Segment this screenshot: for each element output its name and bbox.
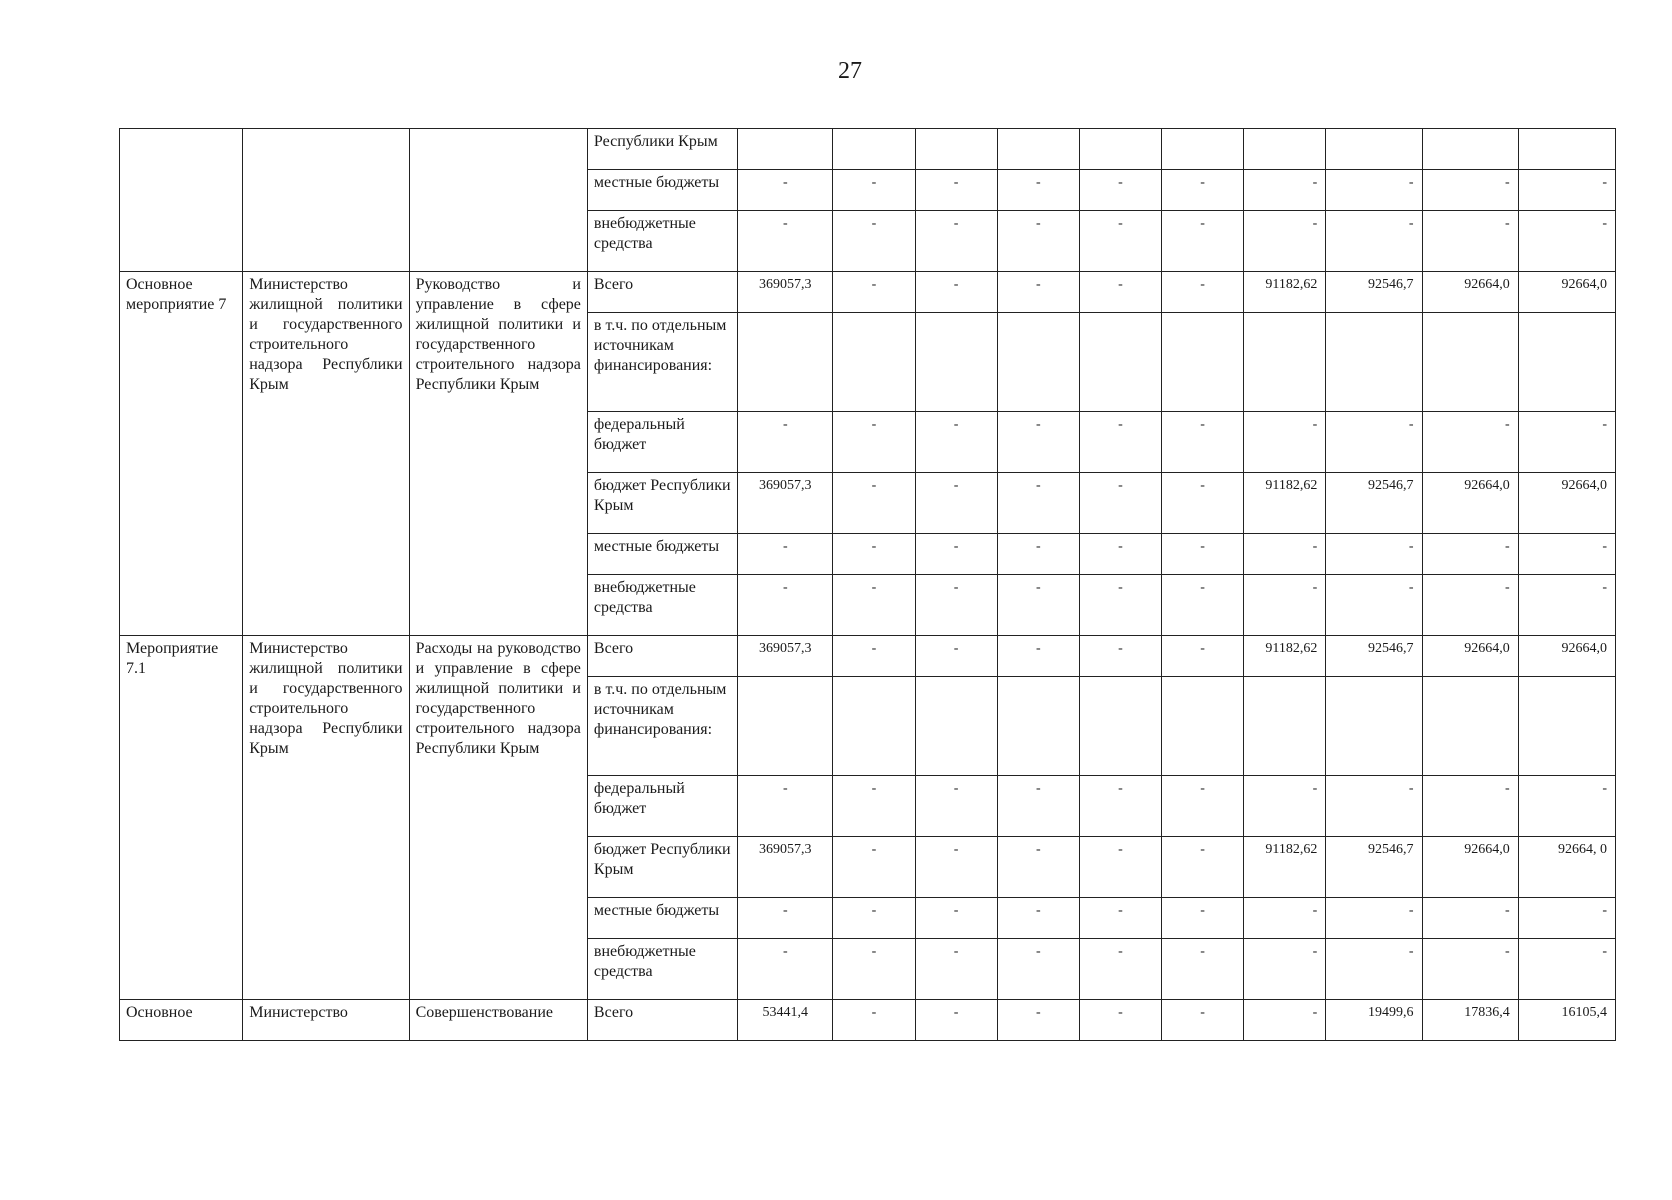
value-cell: -: [738, 412, 833, 473]
funding-source-cell: внебюджетные средства: [587, 575, 737, 636]
funding-source-cell: в т.ч. по отдельным источникам финансирования:: [587, 677, 737, 776]
value-cell: -: [833, 1000, 915, 1041]
value-cell: -: [833, 939, 915, 1000]
value-cell: [915, 677, 997, 776]
value-cell: -: [1326, 575, 1422, 636]
value-cell: -: [997, 939, 1079, 1000]
value-cell: 92664,0: [1422, 837, 1518, 898]
value-cell: 91182,62: [1244, 636, 1326, 677]
value-cell: -: [1162, 575, 1244, 636]
value-cell: [1422, 313, 1518, 412]
value-cell: [997, 677, 1079, 776]
value-cell: [1518, 677, 1615, 776]
value-cell: -: [1244, 412, 1326, 473]
value-cell: -: [1079, 211, 1161, 272]
value-cell: -: [1162, 636, 1244, 677]
budget-table: [119, 128, 1616, 1041]
funding-source-cell: федеральный бюджет: [587, 776, 737, 837]
value-cell: -: [1326, 412, 1422, 473]
value-cell: [1079, 677, 1161, 776]
value-cell: [1162, 677, 1244, 776]
value-cell: -: [997, 776, 1079, 837]
value-cell: -: [915, 939, 997, 1000]
value-cell: [1244, 129, 1326, 170]
value-cell: [1422, 677, 1518, 776]
value-cell: [833, 677, 915, 776]
value-cell: [1244, 677, 1326, 776]
event-cell: Основное мероприятие 7: [120, 272, 243, 636]
funding-source-cell: местные бюджеты: [587, 534, 737, 575]
value-cell: -: [833, 272, 915, 313]
value-cell: -: [1162, 534, 1244, 575]
value-cell: -: [1079, 1000, 1161, 1041]
value-cell: -: [1162, 412, 1244, 473]
value-cell: [738, 313, 833, 412]
value-cell: 92664, 0: [1518, 837, 1615, 898]
value-cell: -: [915, 575, 997, 636]
table-body: [120, 129, 1616, 1041]
value-cell: -: [833, 170, 915, 211]
value-cell: 369057,3: [738, 473, 833, 534]
value-cell: -: [833, 575, 915, 636]
value-cell: [1326, 677, 1422, 776]
value-cell: 369057,3: [738, 636, 833, 677]
value-cell: -: [1162, 272, 1244, 313]
event-cell: [120, 129, 243, 272]
value-cell: -: [1422, 898, 1518, 939]
value-cell: -: [997, 837, 1079, 898]
value-cell: 91182,62: [1244, 272, 1326, 313]
value-cell: [1079, 129, 1161, 170]
value-cell: -: [1518, 898, 1615, 939]
value-cell: -: [738, 575, 833, 636]
value-cell: -: [997, 1000, 1079, 1041]
value-cell: 91182,62: [1244, 473, 1326, 534]
value-cell: -: [833, 898, 915, 939]
value-cell: -: [833, 636, 915, 677]
value-cell: [833, 313, 915, 412]
value-cell: 92664,0: [1518, 636, 1615, 677]
value-cell: -: [997, 636, 1079, 677]
value-cell: -: [1079, 898, 1161, 939]
value-cell: 369057,3: [738, 272, 833, 313]
executor-cell: Министерство: [243, 1000, 409, 1041]
funding-source-cell: в т.ч. по отдельным источникам финансирования:: [587, 313, 737, 412]
value-cell: -: [1422, 939, 1518, 1000]
value-cell: -: [1244, 898, 1326, 939]
value-cell: 92664,0: [1422, 272, 1518, 313]
value-cell: -: [1079, 170, 1161, 211]
table-row: [120, 636, 1616, 677]
value-cell: -: [1518, 412, 1615, 473]
value-cell: [1244, 313, 1326, 412]
value-cell: -: [1518, 211, 1615, 272]
value-cell: -: [1162, 898, 1244, 939]
value-cell: [915, 313, 997, 412]
value-cell: -: [1244, 575, 1326, 636]
funding-source-cell: внебюджетные средства: [587, 211, 737, 272]
value-cell: -: [915, 473, 997, 534]
value-cell: -: [1079, 837, 1161, 898]
value-cell: 92546,7: [1326, 272, 1422, 313]
value-cell: -: [1079, 473, 1161, 534]
description-cell: Расходы на руководство и управление в сфере жилищной политики и государственного строительного надзора Республики Крым: [409, 636, 587, 1000]
value-cell: [738, 129, 833, 170]
value-cell: -: [1162, 170, 1244, 211]
value-cell: [833, 129, 915, 170]
value-cell: -: [997, 898, 1079, 939]
funding-source-cell: местные бюджеты: [587, 898, 737, 939]
value-cell: [1518, 129, 1615, 170]
description-cell: Руководство и управление в сфере жилищной политики и государственного строительного надзора Республики Крым: [409, 272, 587, 636]
value-cell: [1079, 313, 1161, 412]
event-cell: Основное: [120, 1000, 243, 1041]
value-cell: 369057,3: [738, 837, 833, 898]
value-cell: -: [1162, 1000, 1244, 1041]
value-cell: -: [997, 211, 1079, 272]
value-cell: -: [915, 837, 997, 898]
value-cell: -: [1422, 776, 1518, 837]
page-number: 27: [838, 58, 862, 84]
value-cell: 92546,7: [1326, 636, 1422, 677]
value-cell: [997, 129, 1079, 170]
value-cell: -: [997, 534, 1079, 575]
value-cell: -: [1162, 837, 1244, 898]
value-cell: 92546,7: [1326, 837, 1422, 898]
value-cell: -: [997, 272, 1079, 313]
value-cell: -: [915, 534, 997, 575]
value-cell: [1518, 313, 1615, 412]
value-cell: -: [833, 837, 915, 898]
value-cell: -: [1079, 534, 1161, 575]
value-cell: -: [1162, 776, 1244, 837]
value-cell: -: [1518, 776, 1615, 837]
value-cell: -: [738, 534, 833, 575]
value-cell: -: [997, 170, 1079, 211]
value-cell: 91182,62: [1244, 837, 1326, 898]
value-cell: -: [1326, 898, 1422, 939]
funding-source-cell: бюджет Республики Крым: [587, 837, 737, 898]
funding-source-cell: федеральный бюджет: [587, 412, 737, 473]
value-cell: -: [1079, 272, 1161, 313]
value-cell: -: [1518, 170, 1615, 211]
value-cell: [1162, 129, 1244, 170]
funding-source-cell: Республики Крым: [587, 129, 737, 170]
description-cell: [409, 129, 587, 272]
value-cell: 92664,0: [1422, 636, 1518, 677]
value-cell: -: [1326, 534, 1422, 575]
value-cell: -: [1326, 170, 1422, 211]
description-cell: Совершенствование: [409, 1000, 587, 1041]
value-cell: -: [1244, 534, 1326, 575]
value-cell: -: [1162, 939, 1244, 1000]
value-cell: -: [1162, 473, 1244, 534]
value-cell: -: [1162, 211, 1244, 272]
value-cell: -: [1079, 575, 1161, 636]
value-cell: -: [1518, 534, 1615, 575]
funding-source-cell: Всего: [587, 272, 737, 313]
value-cell: -: [915, 898, 997, 939]
funding-source-cell: Всего: [587, 636, 737, 677]
value-cell: -: [915, 272, 997, 313]
executor-cell: [243, 129, 409, 272]
funding-source-cell: местные бюджеты: [587, 170, 737, 211]
value-cell: -: [1079, 636, 1161, 677]
value-cell: -: [738, 170, 833, 211]
value-cell: 16105,4: [1518, 1000, 1615, 1041]
value-cell: [1162, 313, 1244, 412]
value-cell: [738, 677, 833, 776]
value-cell: -: [833, 776, 915, 837]
value-cell: -: [1244, 776, 1326, 837]
value-cell: -: [833, 412, 915, 473]
value-cell: -: [997, 473, 1079, 534]
value-cell: -: [997, 575, 1079, 636]
value-cell: -: [1422, 534, 1518, 575]
value-cell: 53441,4: [738, 1000, 833, 1041]
table-row: [120, 129, 1616, 170]
value-cell: -: [1244, 211, 1326, 272]
value-cell: -: [915, 170, 997, 211]
value-cell: -: [1244, 170, 1326, 211]
funding-source-cell: бюджет Республики Крым: [587, 473, 737, 534]
value-cell: 92664,0: [1518, 272, 1615, 313]
value-cell: -: [1422, 170, 1518, 211]
value-cell: 17836,4: [1422, 1000, 1518, 1041]
value-cell: -: [1422, 412, 1518, 473]
value-cell: 92664,0: [1518, 473, 1615, 534]
event-cell: Мероприятие 7.1: [120, 636, 243, 1000]
value-cell: -: [1326, 776, 1422, 837]
value-cell: -: [1079, 412, 1161, 473]
value-cell: -: [1079, 776, 1161, 837]
value-cell: -: [1326, 211, 1422, 272]
value-cell: -: [738, 898, 833, 939]
value-cell: -: [1422, 211, 1518, 272]
value-cell: -: [1244, 939, 1326, 1000]
value-cell: -: [833, 473, 915, 534]
value-cell: 19499,6: [1326, 1000, 1422, 1041]
value-cell: -: [915, 211, 997, 272]
value-cell: -: [1518, 939, 1615, 1000]
value-cell: -: [915, 636, 997, 677]
value-cell: -: [915, 776, 997, 837]
value-cell: -: [738, 211, 833, 272]
value-cell: -: [738, 939, 833, 1000]
value-cell: -: [1326, 939, 1422, 1000]
value-cell: -: [1244, 1000, 1326, 1041]
value-cell: [1422, 129, 1518, 170]
funding-source-cell: Всего: [587, 1000, 737, 1041]
value-cell: 92546,7: [1326, 473, 1422, 534]
value-cell: -: [833, 534, 915, 575]
value-cell: [1326, 313, 1422, 412]
value-cell: [997, 313, 1079, 412]
value-cell: -: [833, 211, 915, 272]
executor-cell: Министерство жилищной политики и государственного строительного надзора Республики Крым: [243, 272, 409, 636]
funding-source-cell: внебюджетные средства: [587, 939, 737, 1000]
value-cell: [915, 129, 997, 170]
executor-cell: Министерство жилищной политики и государственного строительного надзора Республики Крым: [243, 636, 409, 1000]
value-cell: [1326, 129, 1422, 170]
value-cell: -: [1518, 575, 1615, 636]
table-row: [120, 1000, 1616, 1041]
value-cell: 92664,0: [1422, 473, 1518, 534]
table-row: [120, 272, 1616, 313]
value-cell: -: [915, 1000, 997, 1041]
value-cell: -: [1422, 575, 1518, 636]
value-cell: -: [997, 412, 1079, 473]
value-cell: -: [738, 776, 833, 837]
value-cell: -: [1079, 939, 1161, 1000]
value-cell: -: [915, 412, 997, 473]
